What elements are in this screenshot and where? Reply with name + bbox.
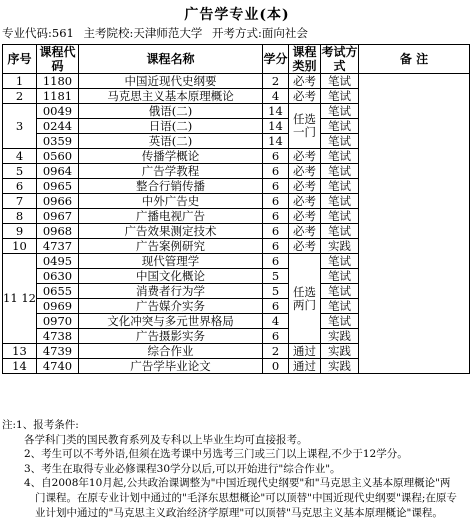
credit-cell: 6 <box>263 299 289 314</box>
credit-cell: 5 <box>263 284 289 299</box>
header-code: 课程代码 <box>37 45 79 74</box>
note-line: 3、考生在取得专业必修课程30学分以后,可以开始进行"综合作业"。 <box>24 462 341 475</box>
note-line: 注:1、报考条件: <box>2 419 79 431</box>
exam-cell: 笔试 <box>321 104 359 119</box>
page-title: 广告学专业(本) <box>184 7 290 23</box>
credit-cell: 14 <box>263 104 289 119</box>
exam-cell: 笔试 <box>321 224 359 239</box>
exam-mode: 开考方式:面向社会 <box>212 26 308 40</box>
table-header <box>3 45 470 74</box>
name-cell: 广告案例研究 <box>79 239 263 254</box>
seq-cell: 7 <box>3 194 37 209</box>
name-cell: 中国文化概论 <box>79 269 263 284</box>
credit-cell: 0 <box>263 359 289 374</box>
code-cell: 0049 <box>37 104 79 119</box>
name-cell: 中外广告史 <box>79 194 263 209</box>
code-cell: 0969 <box>37 299 79 314</box>
header-seq: 序号 <box>3 45 37 74</box>
major-info <box>2 25 472 41</box>
seq-cell: 6 <box>3 179 37 194</box>
name-cell: 俄语(二) <box>79 104 263 119</box>
name-cell: 广告效果测定技术 <box>79 224 263 239</box>
code-cell: 0244 <box>37 119 79 134</box>
exam-cell: 笔试 <box>321 179 359 194</box>
seq-cell: 11 12 <box>3 254 37 344</box>
note-line: 4、自2008年10月起,公共政治课调整为"中国近现代史纲要"和"马克思主义基本原理概论"两 <box>24 477 451 490</box>
exam-cell: 笔试 <box>321 299 359 314</box>
credit-cell: 6 <box>263 149 289 164</box>
code-cell: 1181 <box>37 89 79 104</box>
seq-cell: 3 <box>3 104 37 149</box>
exam-cell: 笔试 <box>321 269 359 284</box>
seq-cell: 14 <box>3 359 37 374</box>
name-cell: 广告摄影实务 <box>79 329 263 344</box>
category-cell: 必考 <box>289 164 321 179</box>
exam-cell: 笔试 <box>321 134 359 149</box>
seq-cell: 1 <box>3 74 37 89</box>
name-cell: 广告学教程 <box>79 164 263 179</box>
name-cell: 马克思主义基本原理概论 <box>79 89 263 104</box>
code-cell: 1180 <box>37 74 79 89</box>
code-cell: 0964 <box>37 164 79 179</box>
note-line: 各学科门类的国民教育系列及专科以上毕业生均可直接报考。 <box>24 433 308 446</box>
category-cell: 通过 <box>289 359 321 374</box>
name-cell: 英语(二) <box>79 134 263 149</box>
credit-cell: 6 <box>263 179 289 194</box>
code-cell: 0970 <box>37 314 79 329</box>
name-cell: 广告学毕业论文 <box>79 359 263 374</box>
exam-cell: 笔试 <box>321 149 359 164</box>
notes-section <box>2 418 472 520</box>
seq-cell: 8 <box>3 209 37 224</box>
name-cell: 消费者行为学 <box>79 284 263 299</box>
category-cell: 必考 <box>289 89 321 104</box>
exam-cell: 实践 <box>321 344 359 359</box>
seq-cell: 10 <box>3 239 37 254</box>
credit-cell: 6 <box>263 224 289 239</box>
exam-school: 主考院校:天津师范大学 <box>83 26 203 40</box>
name-cell: 整合行销传播 <box>79 179 263 194</box>
code-cell: 0495 <box>37 254 79 269</box>
code-cell: 0968 <box>37 224 79 239</box>
seq-cell: 5 <box>3 164 37 179</box>
seq-cell: 9 <box>3 224 37 239</box>
exam-cell: 笔试 <box>321 314 359 329</box>
credit-cell: 6 <box>263 194 289 209</box>
seq-cell: 4 <box>3 149 37 164</box>
code-cell: 0967 <box>37 209 79 224</box>
header-credit: 学分 <box>263 45 289 74</box>
code-cell: 4737 <box>37 239 79 254</box>
exam-cell: 笔试 <box>321 284 359 299</box>
code-cell: 0630 <box>37 269 79 284</box>
code-cell: 4738 <box>37 329 79 344</box>
seq-cell: 13 <box>3 344 37 359</box>
name-cell: 广播电视广告 <box>79 209 263 224</box>
credit-cell: 14 <box>263 134 289 149</box>
credit-cell: 6 <box>263 254 289 269</box>
category-cell: 必考 <box>289 209 321 224</box>
exam-cell: 笔试 <box>321 119 359 134</box>
category-cell: 任选两门 <box>289 254 321 344</box>
code-cell: 0655 <box>37 284 79 299</box>
exam-cell: 笔试 <box>321 194 359 209</box>
header-name: 课程名称 <box>79 45 263 74</box>
header-note: 备 注 <box>359 45 470 74</box>
note-line: 业计划中通过的"马克思主义政治经济学原理"可以顶替"马克思主义基本原理概论"课程。 <box>35 506 443 519</box>
course-table <box>2 44 470 374</box>
credit-cell: 14 <box>263 119 289 134</box>
credit-cell: 4 <box>263 89 289 104</box>
note-line: 2、考生可以不考外语,但须在选考课中另选考三门或三门以上课程,不少于12学分。 <box>24 448 408 461</box>
exam-cell: 笔试 <box>321 89 359 104</box>
category-cell: 必考 <box>289 149 321 164</box>
category-cell: 必考 <box>289 239 321 254</box>
credit-cell: 6 <box>263 209 289 224</box>
category-cell: 必考 <box>289 179 321 194</box>
table-row <box>3 74 470 89</box>
credit-cell: 6 <box>263 239 289 254</box>
name-cell: 文化冲突与多元世界格局 <box>79 314 263 329</box>
name-cell: 日语(二) <box>79 119 263 134</box>
note-line: 门课程。在原专业计划中通过的"毛泽东思想概论"可以顶替"中国近现代史纲要"课程;在原专 <box>35 491 457 504</box>
exam-cell: 笔试 <box>321 254 359 269</box>
name-cell: 传播学概论 <box>79 149 263 164</box>
category-cell: 必考 <box>289 194 321 209</box>
code-cell: 4739 <box>37 344 79 359</box>
code-cell: 0966 <box>37 194 79 209</box>
name-cell: 广告媒介实务 <box>79 299 263 314</box>
code-cell: 0560 <box>37 149 79 164</box>
exam-cell: 实践 <box>321 239 359 254</box>
category-cell: 任选一门 <box>289 104 321 149</box>
exam-cell: 笔试 <box>321 164 359 179</box>
name-cell: 综合作业 <box>79 344 263 359</box>
header-exam: 考试方式 <box>321 45 358 73</box>
exam-cell: 笔试 <box>321 74 359 89</box>
category-cell: 必考 <box>289 224 321 239</box>
header-category: 课程类别 <box>289 45 321 74</box>
credit-cell: 2 <box>263 74 289 89</box>
note-cell <box>359 74 470 374</box>
exam-cell: 笔试 <box>321 209 359 224</box>
major-code: 专业代码:561 <box>2 26 74 40</box>
code-cell: 0965 <box>37 179 79 194</box>
name-cell: 现代管理学 <box>79 254 263 269</box>
code-cell: 4740 <box>37 359 79 374</box>
exam-cell: 实践 <box>321 329 359 344</box>
seq-cell: 2 <box>3 89 37 104</box>
category-cell: 必考 <box>289 74 321 89</box>
credit-cell: 6 <box>263 164 289 179</box>
code-cell: 0359 <box>37 134 79 149</box>
exam-cell: 实践 <box>321 359 359 374</box>
credit-cell: 4 <box>263 314 289 329</box>
category-cell: 通过 <box>289 344 321 359</box>
credit-cell: 2 <box>263 344 289 359</box>
credit-cell: 6 <box>263 329 289 344</box>
name-cell: 中国近现代史纲要 <box>79 74 263 89</box>
credit-cell: 5 <box>263 269 289 284</box>
